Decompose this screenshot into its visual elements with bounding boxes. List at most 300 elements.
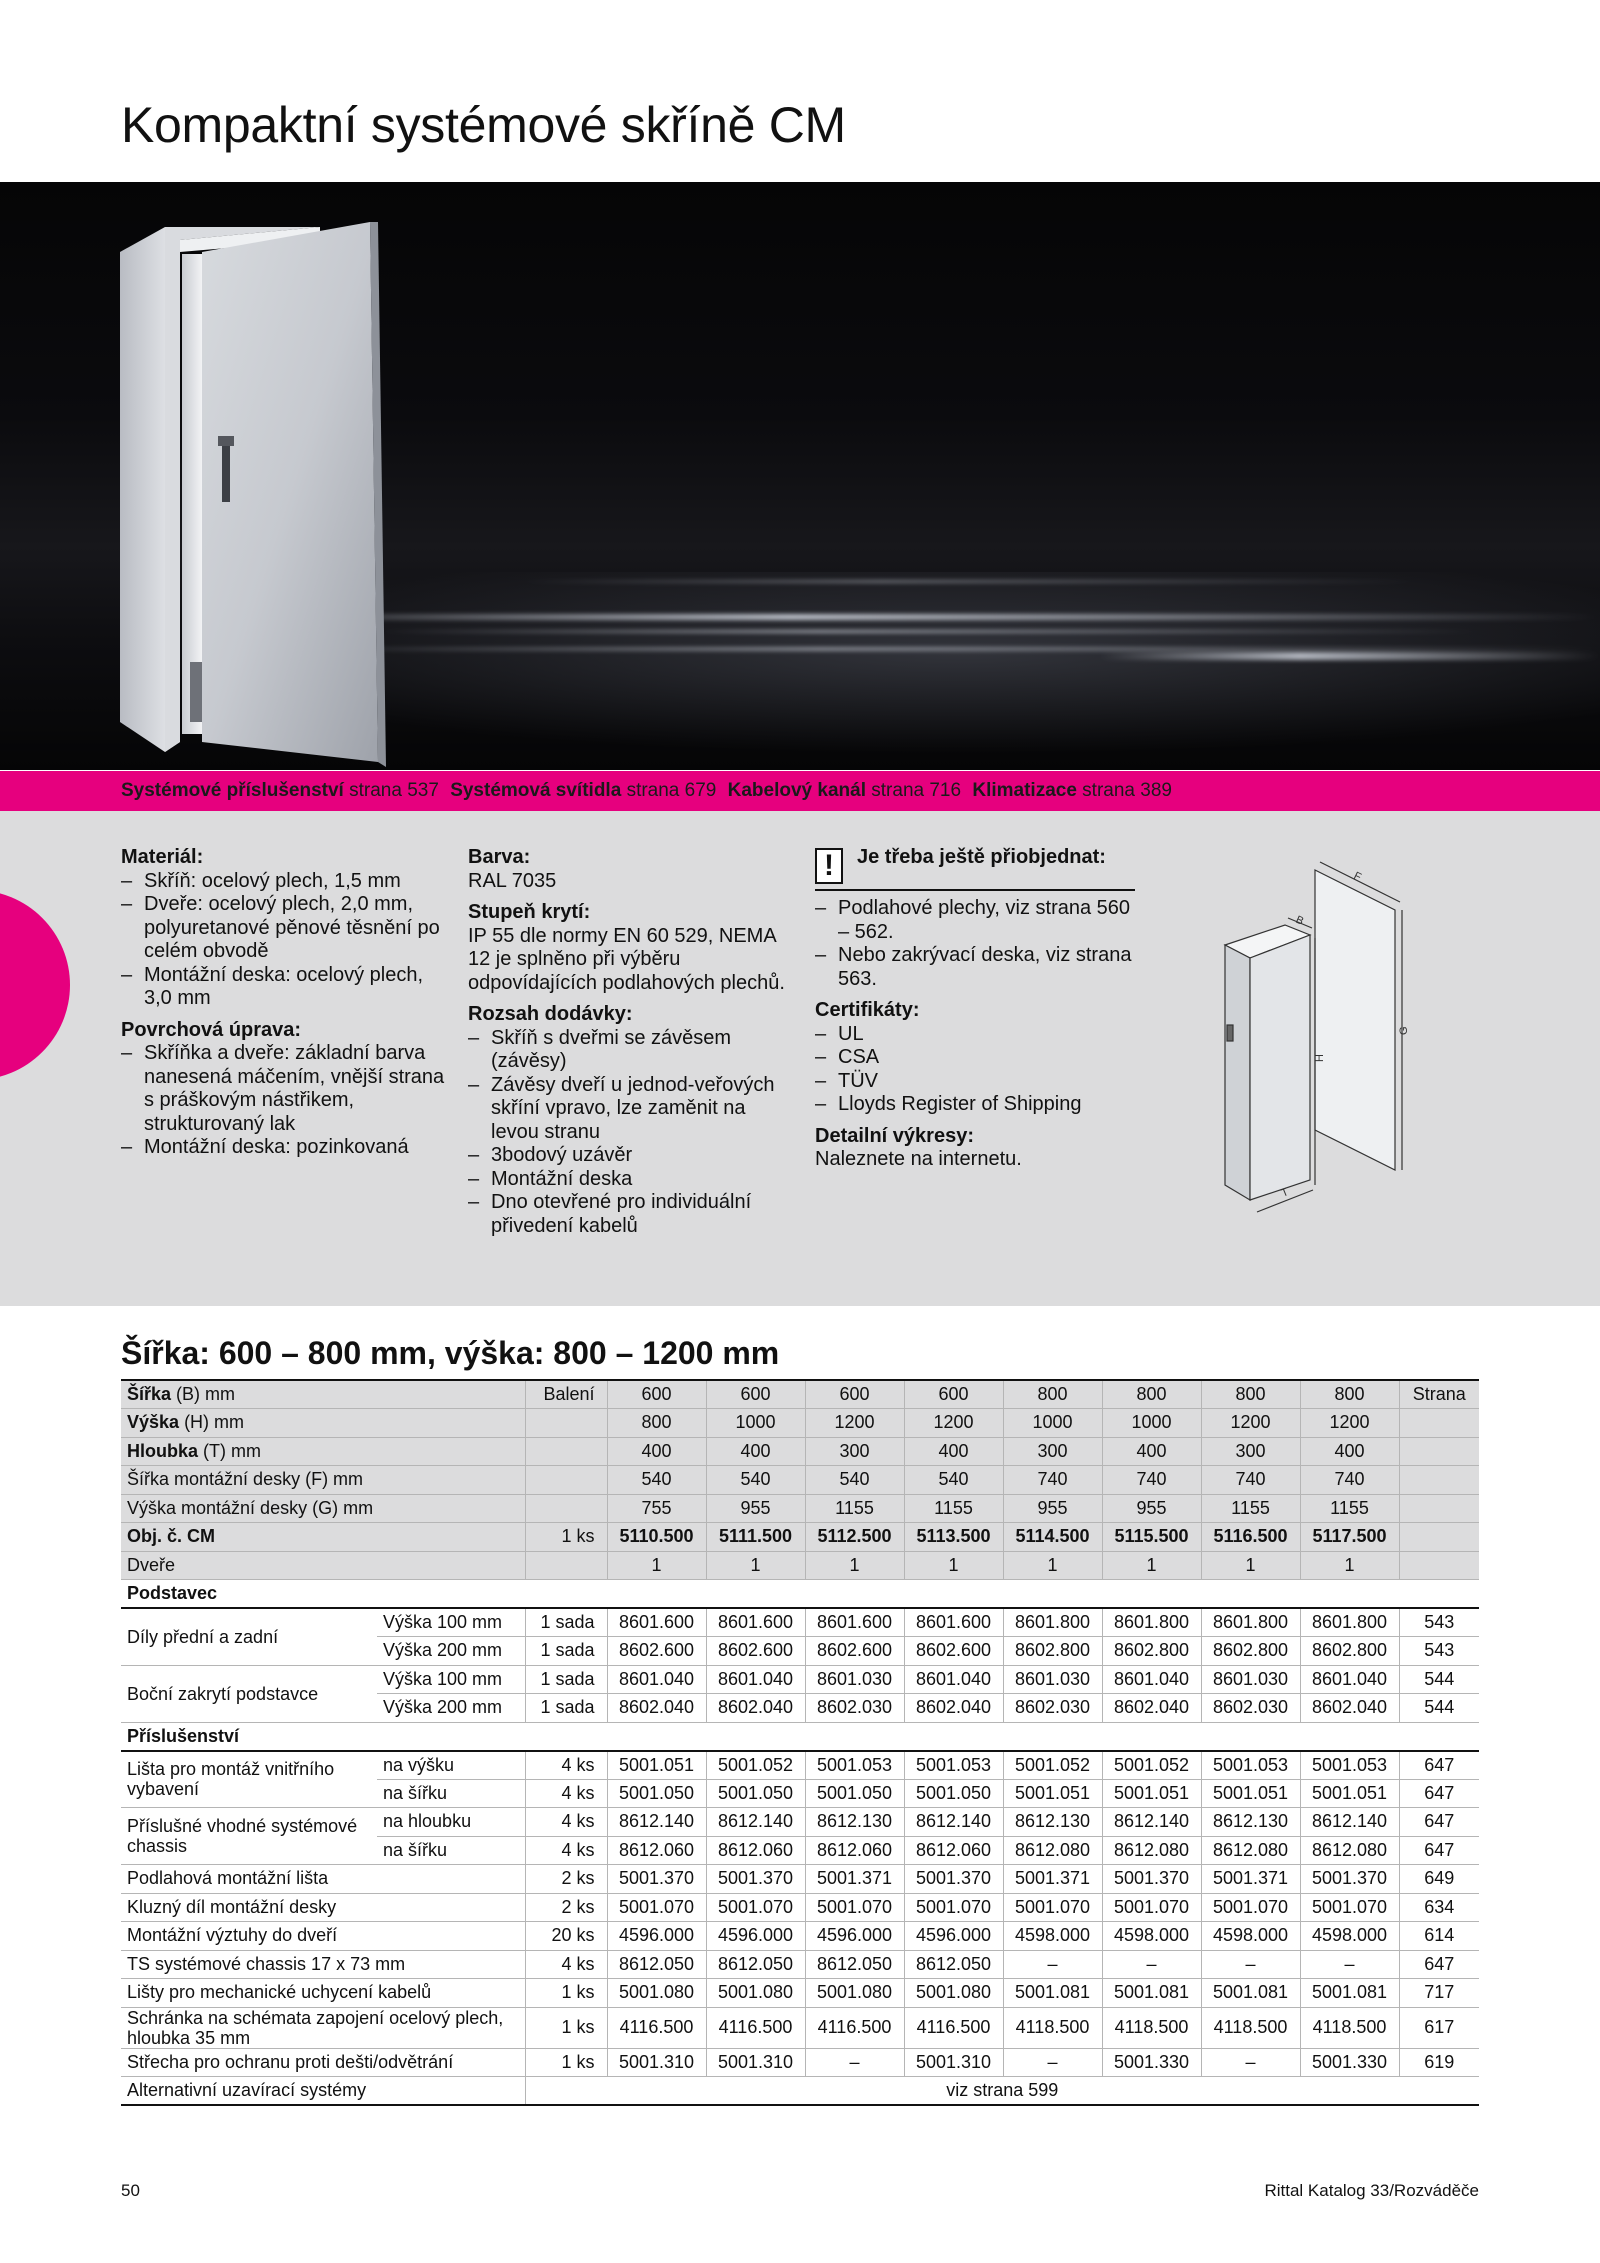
page-title: Kompaktní systémové skříně CM: [121, 97, 846, 153]
table-cell: –: [1003, 2048, 1102, 2077]
table-cell: 5001.053: [805, 1751, 904, 1780]
table-cell: 8612.130: [1003, 1808, 1102, 1837]
row-label: Obj. č. CM: [121, 1523, 525, 1552]
table-cell: 5001.370: [1300, 1865, 1399, 1894]
section-title: Šířka: 600 – 800 mm, výška: 800 – 1200 mm: [121, 1335, 780, 1371]
table-cell: 1155: [904, 1494, 1003, 1523]
pack-cell: 2 ks: [525, 1893, 607, 1922]
table-cell: 8602.040: [1102, 1694, 1201, 1723]
pack-cell: 4 ks: [525, 1836, 607, 1865]
table-cell: 8601.600: [805, 1608, 904, 1637]
table-cell: 600: [706, 1380, 805, 1409]
table-row: [121, 2048, 1479, 2077]
table-cell: 5001.070: [1102, 1893, 1201, 1922]
pack-cell: 1 sada: [525, 1608, 607, 1637]
table-cell: 600: [904, 1380, 1003, 1409]
table-cell: 1155: [805, 1494, 904, 1523]
table-cell: 800: [1102, 1380, 1201, 1409]
pack-cell: [525, 1409, 607, 1438]
table-cell: 5001.070: [805, 1893, 904, 1922]
table-cell: 8602.800: [1300, 1637, 1399, 1666]
table-cell: 8612.060: [904, 1836, 1003, 1865]
table-cell: 5001.051: [1201, 1779, 1300, 1808]
material-list: [121, 870, 451, 1011]
table-cell: 8602.800: [1201, 1637, 1300, 1666]
table-row: [121, 1950, 1479, 1979]
table-cell: 5001.310: [904, 2048, 1003, 2077]
page-cell: 647: [1399, 1808, 1479, 1837]
table-cell: 8602.040: [1300, 1694, 1399, 1723]
table-row: [121, 1808, 1479, 1837]
table-cell: 1: [1300, 1551, 1399, 1580]
table-cell: 4116.500: [805, 2007, 904, 2048]
row-label: Podlahová montážní lišta: [121, 1865, 525, 1894]
row-label: Schránka na schémata zapojení ocelový plech, hloubka 35 mm: [121, 2007, 525, 2048]
table-cell: 8602.600: [607, 1637, 706, 1666]
table-cell: 1: [904, 1551, 1003, 1580]
table-row: [121, 1551, 1479, 1580]
specs-column-1: [121, 846, 451, 1160]
row-label: Hloubka (T) mm: [121, 1437, 525, 1466]
table-row: [121, 1494, 1479, 1523]
table-row: [121, 1893, 1479, 1922]
pack-cell: [525, 1551, 607, 1580]
table-cell: 5001.052: [706, 1751, 805, 1780]
page-cell: 647: [1399, 1950, 1479, 1979]
table-cell: 4596.000: [805, 1922, 904, 1951]
table-cell: 8612.050: [805, 1950, 904, 1979]
table-cell: 8601.040: [904, 1665, 1003, 1694]
table-cell: 8612.060: [706, 1836, 805, 1865]
table-cell: –: [1300, 1950, 1399, 1979]
table-row: [121, 1751, 1479, 1780]
table-cell: 540: [805, 1466, 904, 1495]
table-cell: 5001.370: [904, 1865, 1003, 1894]
accessory-link-climate[interactable]: Klimatizace strana 389: [972, 780, 1172, 801]
page-cell: [1399, 1494, 1479, 1523]
protection-text: IP 55 dle normy EN 60 529, NEMA 12 je splněno při výběru odpovídajících podlahových plechů.: [468, 924, 785, 994]
table-cell: 5001.371: [1003, 1865, 1102, 1894]
page-cell: 647: [1399, 1836, 1479, 1865]
table-cell: 5001.370: [607, 1865, 706, 1894]
table-row: [121, 2007, 1479, 2048]
table-cell: 300: [1003, 1437, 1102, 1466]
row-label: Šířka (B) mm: [121, 1380, 525, 1409]
table-cell: 8602.040: [706, 1694, 805, 1723]
table-cell: 8612.060: [805, 1836, 904, 1865]
table-cell: 5001.370: [706, 1865, 805, 1894]
table-cell: –: [1201, 1950, 1300, 1979]
table-cell: 1200: [904, 1409, 1003, 1438]
table-cell: 5113.500: [904, 1523, 1003, 1552]
exclamation-icon: !: [815, 848, 843, 884]
list-item: – Montážní deska: pozinkovaná: [121, 1136, 451, 1160]
table-cell: 8601.800: [1201, 1608, 1300, 1637]
page-cell: 543: [1399, 1608, 1479, 1637]
table-cell: 5115.500: [1102, 1523, 1201, 1552]
page-cell: 544: [1399, 1694, 1479, 1723]
table-cell: 5110.500: [607, 1523, 706, 1552]
list-item: – Dno otevřené pro individuální přivedení kabelů: [468, 1191, 798, 1238]
table-cell: 400: [706, 1437, 805, 1466]
table-row: [121, 1608, 1479, 1637]
page-cell: 634: [1399, 1893, 1479, 1922]
page-cell: 544: [1399, 1665, 1479, 1694]
table-cell: 5001.050: [607, 1779, 706, 1808]
table-cell: 8612.080: [1300, 1836, 1399, 1865]
table-cell: 8601.800: [1300, 1608, 1399, 1637]
row-label: Kluzný díl montážní desky: [121, 1893, 525, 1922]
table-cell: 400: [1300, 1437, 1399, 1466]
table-cell: 8602.600: [904, 1637, 1003, 1666]
sub-label: na hloubku: [377, 1808, 525, 1837]
pack-cell: 1 sada: [525, 1694, 607, 1723]
table-cell: –: [1201, 2048, 1300, 2077]
list-item: – Skříň s dveřmi se závěsem (závěsy): [468, 1027, 798, 1074]
table-cell: –: [1102, 1950, 1201, 1979]
list-item: – 3bodový uzávěr: [468, 1144, 798, 1168]
pack-cell: 4 ks: [525, 1751, 607, 1780]
table-cell: 5001.053: [1201, 1751, 1300, 1780]
page-cell: 543: [1399, 1637, 1479, 1666]
list-item: – CSA: [815, 1046, 1135, 1070]
table-cell: 8602.030: [1003, 1694, 1102, 1723]
table-cell: 4598.000: [1300, 1922, 1399, 1951]
table-cell: 4118.500: [1201, 2007, 1300, 2048]
dim-label-t: T: [1279, 1186, 1291, 1200]
table-cell: 740: [1003, 1466, 1102, 1495]
accessory-table: [121, 1379, 1479, 2106]
sub-label: na šířku: [377, 1779, 525, 1808]
table-cell: 5001.050: [904, 1779, 1003, 1808]
table-cell: 540: [607, 1466, 706, 1495]
table-row: [121, 1665, 1479, 1694]
accessory-link-lights[interactable]: Systémová svítidla strana 679: [450, 780, 717, 801]
page-cell: 647: [1399, 1779, 1479, 1808]
table-cell: 8612.140: [1102, 1808, 1201, 1837]
list-item: – TÜV: [815, 1070, 1135, 1094]
table-cell: 800: [1300, 1380, 1399, 1409]
table-cell: 8602.800: [1003, 1637, 1102, 1666]
sub-label: Výška 200 mm: [377, 1694, 525, 1723]
color-value: RAL 7035: [468, 869, 557, 892]
see-page-link[interactable]: viz strana 599: [525, 2077, 1479, 2106]
page-cell: [1399, 1466, 1479, 1495]
table-cell: 540: [904, 1466, 1003, 1495]
table-cell: 8601.800: [1003, 1608, 1102, 1637]
row-label: Šířka montážní desky (F) mm: [121, 1466, 525, 1495]
table-cell: 4118.500: [1102, 2007, 1201, 2048]
section-row: [121, 1722, 1479, 1751]
table-cell: 5001.310: [607, 2048, 706, 2077]
dim-label-b: B: [1293, 913, 1306, 928]
list-item: – Montážní deska: [468, 1168, 798, 1192]
table-cell: 8602.040: [904, 1694, 1003, 1723]
supply-list: [468, 1027, 798, 1239]
list-item: – UL: [815, 1023, 1135, 1047]
order-note-list: [815, 897, 1135, 991]
table-cell: 740: [1201, 1466, 1300, 1495]
pack-cell: 1 sada: [525, 1665, 607, 1694]
table-row: [121, 1865, 1479, 1894]
table-cell: 8601.600: [706, 1608, 805, 1637]
pack-cell: 4 ks: [525, 1779, 607, 1808]
table-row: [121, 1437, 1479, 1466]
surface-heading: Povrchová úprava:: [121, 1018, 302, 1041]
table-cell: 4598.000: [1003, 1922, 1102, 1951]
table-cell: 8612.080: [1201, 1836, 1300, 1865]
table-row: [121, 1409, 1479, 1438]
table-cell: 4116.500: [607, 2007, 706, 2048]
table-cell: 8601.600: [607, 1608, 706, 1637]
pack-cell: [525, 1466, 607, 1495]
row-label: Lišty pro mechanické uchycení kabelů: [121, 1979, 525, 2008]
table-cell: 800: [607, 1409, 706, 1438]
table-cell: 1200: [1201, 1409, 1300, 1438]
table-cell: 5001.070: [1300, 1893, 1399, 1922]
accessory-link-system[interactable]: Systémové příslušenství strana 537: [121, 780, 439, 801]
pack-cell: 1 ks: [525, 2007, 607, 2048]
table-cell: 540: [706, 1466, 805, 1495]
table-cell: 4118.500: [1300, 2007, 1399, 2048]
table-cell: 5001.371: [1201, 1865, 1300, 1894]
row-label: Montážní výztuhy do dveří: [121, 1922, 525, 1951]
table-cell: 740: [1102, 1466, 1201, 1495]
table-cell: 740: [1300, 1466, 1399, 1495]
table-cell: 5001.050: [805, 1779, 904, 1808]
table-row: [121, 1922, 1479, 1951]
table-cell: 5001.070: [706, 1893, 805, 1922]
dim-label-h: H: [1314, 1054, 1326, 1062]
section-label: Příslušenství: [121, 1722, 1479, 1751]
table-cell: 1: [1201, 1551, 1300, 1580]
page-cell: [1399, 1437, 1479, 1466]
table-cell: 955: [1102, 1494, 1201, 1523]
table-cell: 8602.030: [805, 1694, 904, 1723]
table-cell: 8601.030: [805, 1665, 904, 1694]
pack-cell: 1 ks: [525, 1523, 607, 1552]
specs-column-3: [815, 846, 1135, 1172]
dim-label-g: G: [1398, 1026, 1410, 1035]
table-cell: 5001.070: [1003, 1893, 1102, 1922]
table-cell: 8602.600: [706, 1637, 805, 1666]
pack-cell: 2 ks: [525, 1865, 607, 1894]
group-label: Díly přední a zadní: [121, 1608, 377, 1665]
table-cell: 5001.371: [805, 1865, 904, 1894]
table-cell: 8601.030: [1201, 1665, 1300, 1694]
table-cell: 8612.140: [1300, 1808, 1399, 1837]
table-cell: 4598.000: [1201, 1922, 1300, 1951]
row-label: Střecha pro ochranu proti dešti/odvětrání: [121, 2048, 525, 2077]
accessory-link-cable-duct[interactable]: Kabelový kanál strana 716: [727, 780, 962, 801]
table-cell: 1: [805, 1551, 904, 1580]
table-cell: 5001.080: [805, 1979, 904, 2008]
pack-cell: Balení: [525, 1380, 607, 1409]
table-row: [121, 1466, 1479, 1495]
sub-label: Výška 200 mm: [377, 1637, 525, 1666]
table-cell: 4116.500: [706, 2007, 805, 2048]
list-item: – Podlahové plechy, viz strana 560 – 562.: [815, 897, 1135, 944]
table-cell: 4596.000: [706, 1922, 805, 1951]
table-cell: 8601.040: [1300, 1665, 1399, 1694]
drawings-heading: Detailní výkresy:: [815, 1124, 974, 1147]
table-cell: 5116.500: [1201, 1523, 1300, 1552]
table-cell: 8602.030: [1201, 1694, 1300, 1723]
table-cell: 4598.000: [1102, 1922, 1201, 1951]
page-cell: [1399, 1551, 1479, 1580]
table-cell: 1: [706, 1551, 805, 1580]
table-cell: 300: [1201, 1437, 1300, 1466]
table-cell: 8612.050: [607, 1950, 706, 1979]
table-cell: 300: [805, 1437, 904, 1466]
list-item: – Skříň: ocelový plech, 1,5 mm: [121, 870, 451, 894]
order-note-title: Je třeba ještě přiobjednat:: [857, 846, 1106, 868]
color-heading: Barva:: [468, 846, 531, 868]
supply-heading: Rozsah dodávky:: [468, 1003, 633, 1025]
table-cell: 8602.600: [805, 1637, 904, 1666]
row-label: Výška (H) mm: [121, 1409, 525, 1438]
page-cell: [1399, 1409, 1479, 1438]
table-cell: 4116.500: [904, 2007, 1003, 2048]
table-cell: 5001.051: [607, 1751, 706, 1780]
table-cell: 4118.500: [1003, 2007, 1102, 2048]
table-cell: 955: [706, 1494, 805, 1523]
table-cell: 5001.080: [904, 1979, 1003, 2008]
table-cell: 1200: [805, 1409, 904, 1438]
table-cell: 1000: [1003, 1409, 1102, 1438]
catalog-name: Rittal Katalog 33/Rozváděče: [1264, 2181, 1479, 2200]
page-cell: 617: [1399, 2007, 1479, 2048]
table-cell: 400: [607, 1437, 706, 1466]
list-item: – Závěsy dveří u jednod-veřových skříní vpravo, lze zaměnit na levou stranu: [468, 1074, 798, 1145]
row-label: Alternativní uzavírací systémy: [121, 2077, 525, 2106]
pack-cell: 1 sada: [525, 1637, 607, 1666]
table-cell: 5114.500: [1003, 1523, 1102, 1552]
table-cell: 5001.080: [607, 1979, 706, 2008]
table-cell: 5001.052: [1003, 1751, 1102, 1780]
table-cell: 5001.081: [1003, 1979, 1102, 2008]
pack-cell: [525, 1494, 607, 1523]
list-item: – Skříňka a dveře: základní barva nanesená máčením, vnější strana s práškovým nástřikem, strukturovaný lak: [121, 1042, 451, 1136]
table-cell: 8612.050: [904, 1950, 1003, 1979]
table-cell: 1200: [1300, 1409, 1399, 1438]
table-cell: 5001.070: [904, 1893, 1003, 1922]
table-cell: 1: [1102, 1551, 1201, 1580]
table-cell: 8602.040: [607, 1694, 706, 1723]
table-cell: –: [805, 2048, 904, 2077]
table-cell: 8601.040: [1102, 1665, 1201, 1694]
table-cell: 800: [1201, 1380, 1300, 1409]
sub-label: Výška 100 mm: [377, 1665, 525, 1694]
table-cell: 600: [805, 1380, 904, 1409]
table-row: [121, 1523, 1479, 1552]
page-number: 50: [121, 2181, 140, 2200]
table-cell: 5001.081: [1201, 1979, 1300, 2008]
table-cell: 8612.140: [904, 1808, 1003, 1837]
row-label: Dveře: [121, 1551, 525, 1580]
table-cell: 5001.080: [706, 1979, 805, 2008]
pack-cell: 1 ks: [525, 1979, 607, 2008]
table-cell: 600: [607, 1380, 706, 1409]
pack-cell: 4 ks: [525, 1808, 607, 1837]
list-item: – Montážní deska: ocelový plech, 3,0 mm: [121, 964, 451, 1011]
drawings-text: Naleznete na internetu.: [815, 1148, 1022, 1170]
table-cell: 1: [607, 1551, 706, 1580]
table-cell: 8612.140: [607, 1808, 706, 1837]
certificates-list: [815, 1023, 1135, 1117]
table-cell: 5001.051: [1300, 1779, 1399, 1808]
table-cell: 5001.370: [1102, 1865, 1201, 1894]
table-cell: 8601.040: [706, 1665, 805, 1694]
list-item: – Dveře: ocelový plech, 2,0 mm, polyuretanové pěnové těsnění po celém obvodě: [121, 893, 451, 964]
table-cell: 400: [904, 1437, 1003, 1466]
cabinet-photo: [110, 222, 430, 770]
accessory-bar: [0, 771, 1600, 811]
sub-label: na šířku: [377, 1836, 525, 1865]
section-row: [121, 1580, 1479, 1609]
page-cell: 614: [1399, 1922, 1479, 1951]
table-cell: 1000: [706, 1409, 805, 1438]
order-note-header: [815, 846, 1135, 891]
table-cell: 8612.130: [805, 1808, 904, 1837]
table-cell: 5001.053: [904, 1751, 1003, 1780]
page-cell: 717: [1399, 1979, 1479, 2008]
table-cell: 5112.500: [805, 1523, 904, 1552]
table-cell: 5001.051: [1102, 1779, 1201, 1808]
hero-image: [0, 182, 1600, 770]
table-cell: 1155: [1300, 1494, 1399, 1523]
table-cell: 8602.800: [1102, 1637, 1201, 1666]
dim-label-f: F: [1351, 869, 1363, 884]
table-cell: 400: [1102, 1437, 1201, 1466]
dimension-diagram: [1195, 840, 1435, 1220]
table-cell: 8601.800: [1102, 1608, 1201, 1637]
specs-column-2: [468, 846, 798, 1238]
surface-list: [121, 1042, 451, 1160]
table-cell: 5001.081: [1102, 1979, 1201, 2008]
group-label: Příslušné vhodné systémové chassis: [121, 1808, 377, 1865]
table-cell: 8612.140: [706, 1808, 805, 1837]
table-cell: 5001.051: [1003, 1779, 1102, 1808]
table-cell: 5001.330: [1300, 2048, 1399, 2077]
group-label: Lišta pro montáž vnitřního vybavení: [121, 1751, 377, 1808]
pack-cell: 20 ks: [525, 1922, 607, 1951]
group-label: Boční zakrytí podstavce: [121, 1665, 377, 1722]
table-cell: 4596.000: [904, 1922, 1003, 1951]
table-cell: 8612.080: [1003, 1836, 1102, 1865]
table-cell: 800: [1003, 1380, 1102, 1409]
table-cell: 8601.040: [607, 1665, 706, 1694]
table-cell: 8612.060: [607, 1836, 706, 1865]
table-cell: 5111.500: [706, 1523, 805, 1552]
page-cell: 647: [1399, 1751, 1479, 1780]
table-cell: 1155: [1201, 1494, 1300, 1523]
table-cell: 5001.050: [706, 1779, 805, 1808]
sub-label: na výšku: [377, 1751, 525, 1780]
table-row: [121, 2077, 1479, 2106]
certificates-heading: Certifikáty:: [815, 999, 920, 1021]
list-item: – Lloyds Register of Shipping: [815, 1093, 1135, 1117]
table-cell: 8612.050: [706, 1950, 805, 1979]
row-label: TS systémové chassis 17 x 73 mm: [121, 1950, 525, 1979]
table-cell: 8612.080: [1102, 1836, 1201, 1865]
page-cell: 649: [1399, 1865, 1479, 1894]
page-cell: [1399, 1523, 1479, 1552]
protection-heading: Stupeň krytí:: [468, 901, 591, 923]
table-cell: 1000: [1102, 1409, 1201, 1438]
table-cell: 8601.030: [1003, 1665, 1102, 1694]
table-cell: 5117.500: [1300, 1523, 1399, 1552]
